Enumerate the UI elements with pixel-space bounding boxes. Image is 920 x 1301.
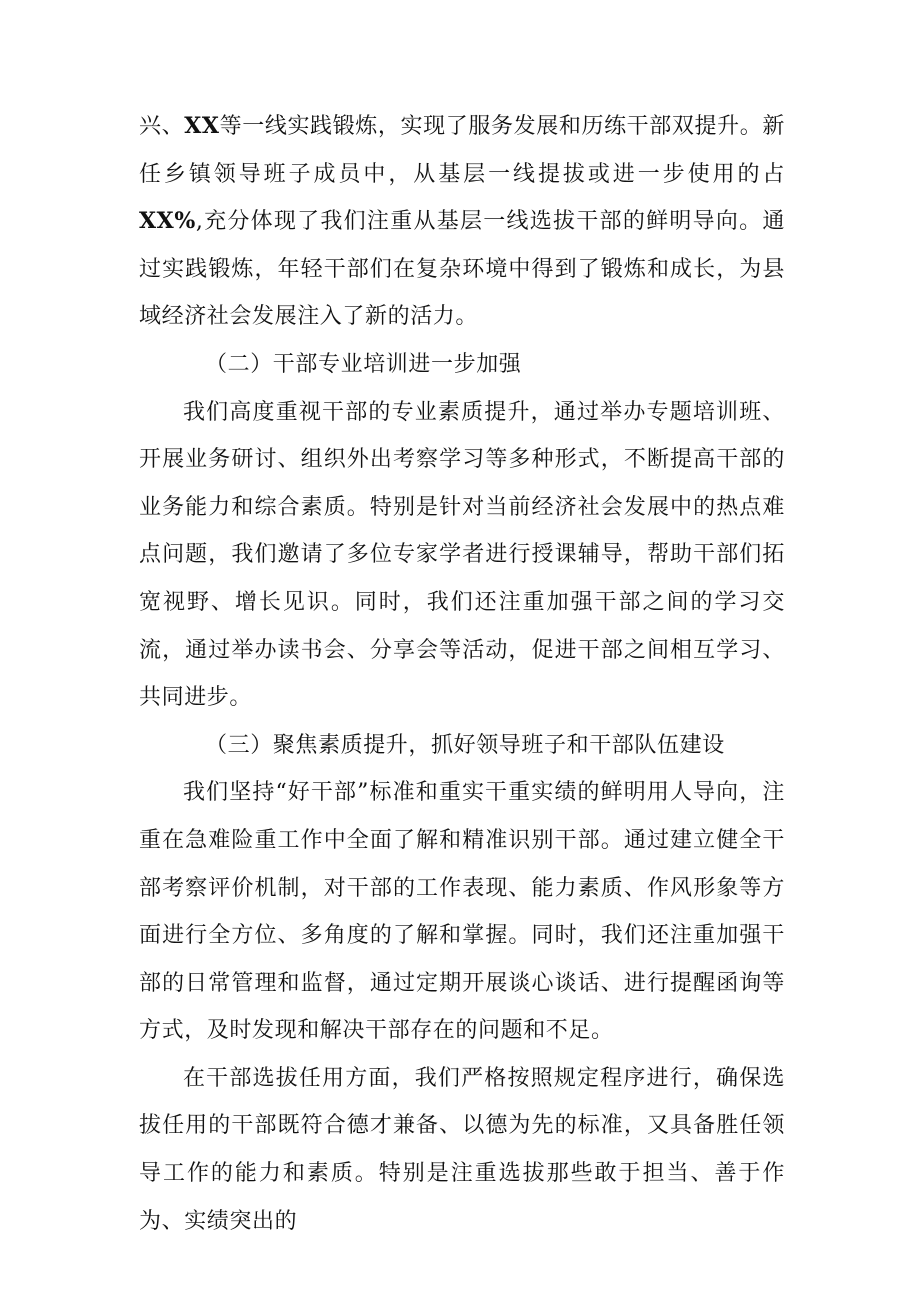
body-paragraph-3: 我们坚持“好干部”标准和重实干重实绩的鲜明用人导向，注重在急难险重工作中全面了解和精准识别干部。通过建立健全干部考察评价机制，对干部的工作表现、能力素质、作风形象等方面进行全方位、多角度的了解和掌握。同时，我们还注重加强干部的日常管理和监督，通过定期开展谈心谈话、进行提醒函询等方式，及时发现和解决干部存在的问题和不足。	[139, 780, 785, 1044]
section-heading-2: （二）干部专业培训进一步加强	[205, 351, 522, 377]
section-heading-3: （三）聚焦素质提升，抓好领导班子和干部队伍建设	[205, 732, 725, 758]
document-page	[139, 103, 785, 1245]
paragraph-1-text-c: ,充分体现了我们注重从基层一线选拔干部的鲜明导向。通过实践锻炼，年轻干部们在复杂环境中得到了锻炼和成长，为县域经济社会发展注入了新的活力。	[139, 209, 785, 330]
paragraph-1-text-a: 兴、	[139, 114, 185, 139]
paragraph-1-bold-percent: XX%	[139, 208, 196, 235]
paragraph-1-text-b: 等一线实践锻炼，实现了服务发展和历练干部双提升。新任乡镇领导班子成员中，从基层一线提拔或进一步使用的占	[139, 114, 785, 187]
paragraph-1-bold-xx: XX	[184, 113, 220, 139]
body-paragraph-1	[139, 103, 785, 341]
body-paragraph-4: 在干部选拔任用方面，我们严格按照规定程序进行，确保选拔任用的干部既符合德才兼备、以德为先的标准，又具备胜任领导工作的能力和素质。特别是注重选拔那些敢于担当、善于作为、实绩突出的	[139, 1065, 785, 1234]
body-paragraph-2: 我们高度重视干部的专业素质提升，通过举办专题培训班、开展业务研讨、组织外出考察学习等多种形式，不断提高干部的业务能力和综合素质。特别是针对当前经济社会发展中的热点难点问题，我们邀请了多位专家学者进行授课辅导，帮助干部们拓宽视野、增长见识。同时，我们还注重加强干部之间的学习交流，通过举办读书会、分享会等活动，促进干部之间相互学习、共同进步。	[139, 399, 785, 711]
